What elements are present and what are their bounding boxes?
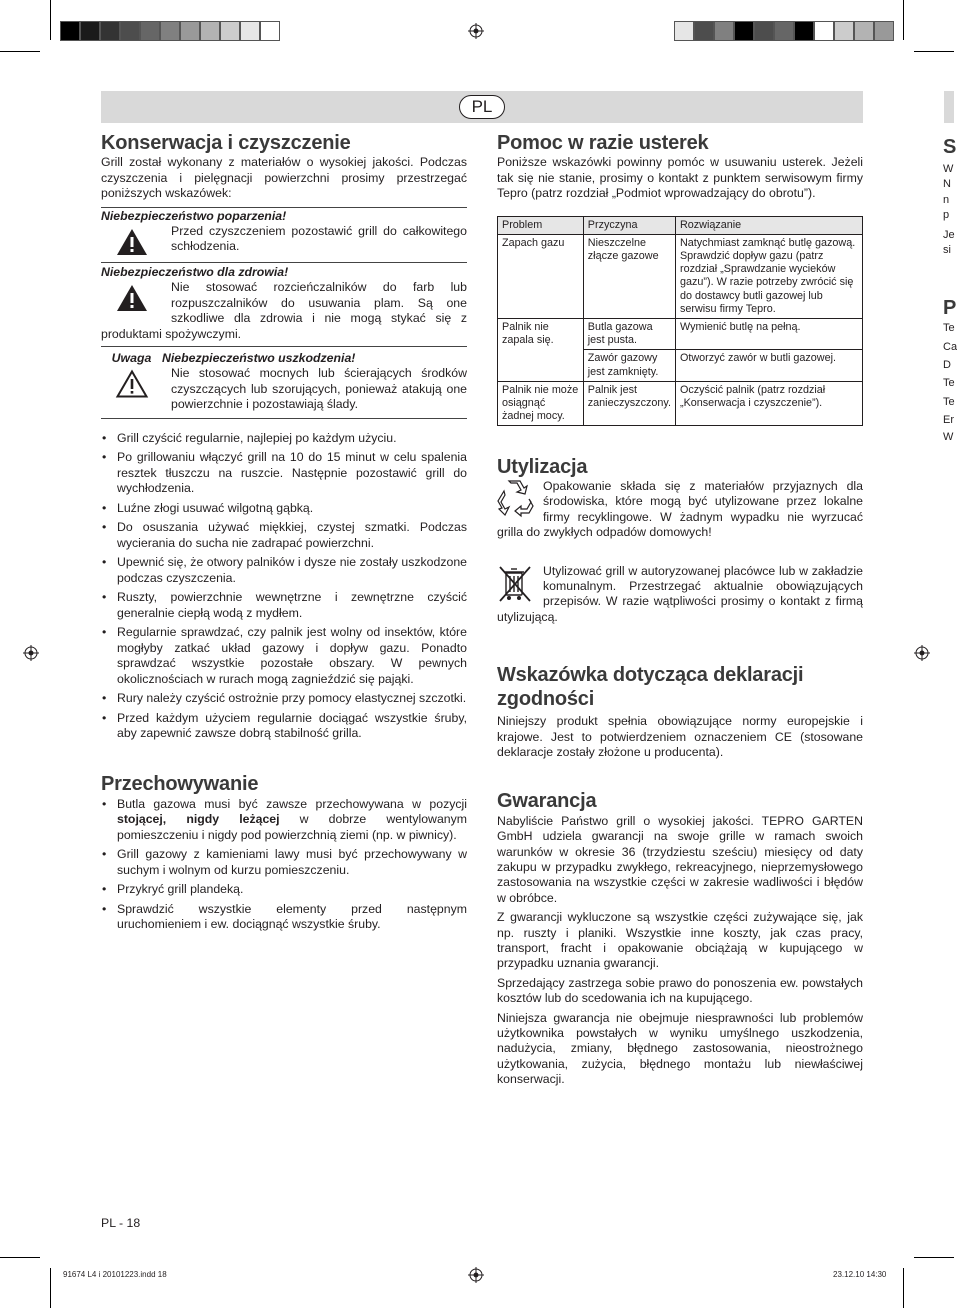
disposal-appliance: [497, 564, 863, 626]
crop-mark: [903, 1268, 904, 1308]
registration-swatch: [674, 21, 694, 41]
table-cell: Palnik nie zapala się.: [498, 319, 584, 382]
warranty-paragraph: Nabyliście Państwo grill o wysokiej jakości. TEPRO GARTEN GmbH udziela gwarancji na swoje grille w ramach swoich warunków w okresie 36 (trzydziestu sześciu) miesięcy od daty zakupu w przypadku zwykłego, rekreacyjnego, nieprzemysłowego zastosowania na wszystkie części w zakresie wadliwości i błędów w obróbce.: [497, 813, 863, 905]
registration-swatch: [160, 21, 180, 41]
divider: [101, 418, 467, 419]
table-cell: Natychmiast zamknąć butlę gazową. Sprawdzić dopływ gazu (patrz rozdział „Sprawdzanie wycieków gazu”). W razie potrzeby zwrócić się do dostawcy butli gazowej lub serwisu firmy Tepro.: [675, 234, 862, 318]
section-title-disposal: Utylizacja: [497, 456, 588, 479]
table-cell: Nieszczelne złącze gazowe: [583, 234, 675, 318]
registration-target-icon: [468, 1267, 484, 1283]
table-cell: Oczyścić palnik (patrz rozdział „Konserwacja i czyszczenie”).: [675, 381, 862, 426]
registration-swatch: [834, 21, 854, 41]
registration-swatch: [80, 21, 100, 41]
registration-target-icon: [914, 645, 930, 661]
crop-mark: [50, 1268, 51, 1308]
maintenance-list: [101, 431, 467, 742]
registration-swatch: [754, 21, 774, 41]
table-cell: Palnik nie może osiągnąć żadnej mocy.: [498, 381, 584, 426]
registration-swatch: [240, 21, 260, 41]
list-item: • Ruszty, powierzchnie wewnętrzne i zewnętrzne czyścić generalnie ciepłą wodą z mydłem.: [101, 590, 467, 621]
warning-text: Przed czyszczeniem pozostawić grill do całkowitego schłodzenia.: [171, 224, 467, 254]
edge-text: W: [943, 431, 954, 443]
caution-triangle-icon: [115, 369, 149, 399]
header-band-next-page: [944, 91, 954, 123]
edge-text: si: [943, 244, 951, 256]
registration-swatch: [874, 21, 894, 41]
slug-filename: 91674 L4 i 20101223.indd 18: [63, 1270, 167, 1279]
section-title-storage: Przechowywanie: [101, 772, 259, 795]
language-badge: PL: [459, 95, 505, 119]
registration-target-icon: [468, 23, 484, 39]
recycling-icon: [497, 479, 537, 517]
warning-burn: [101, 208, 467, 262]
crop-mark: [50, 0, 51, 40]
registration-swatch: [260, 21, 280, 41]
section-title-declaration: Wskazówka dotycząca deklaracji zgodności: [497, 664, 804, 711]
registration-swatch: [714, 21, 734, 41]
maintenance-intro: Grill został wykonany z materiałów o wysokiej jakości. Podczas czyszczenia i pielęgnacji powierzchni prosimy przestrzegać poniższych wskazówek:: [101, 155, 467, 201]
table-header: Rozwiązanie: [675, 216, 862, 234]
edge-text: Te: [943, 322, 955, 334]
warning-text: Nie stosować mocnych lub ścierających środków czyszczących lub szorujących, ponieważ atakują one powierzchnie i pozostawiają ślady.: [171, 366, 467, 412]
troubleshooting-table: [497, 216, 863, 427]
list-item: • Przed każdym użyciem regularnie dociągać wszystkie śruby, aby zapewnić zawsze dobrą stabilność grilla.: [101, 711, 467, 742]
table-header: Przyczyna: [583, 216, 675, 234]
warning-triangle-icon: [115, 283, 149, 313]
warranty-paragraph: Z gwarancji wykluczone są wszystkie części zużywające się, jak np. ruszty i planiki. Wszystkie inne koszty, jak czas pracy, transport, fracht i opakowanie obciążają w kupującego w przypadku uznania gwarancji.: [497, 910, 863, 971]
disposal-packaging: [497, 479, 863, 541]
edge-text: W: [943, 163, 954, 175]
registration-target-icon: [23, 645, 39, 661]
registration-swatch: [734, 21, 754, 41]
registration-swatch: [694, 21, 714, 41]
warning-triangle-icon: [115, 227, 149, 257]
warning-title: Niebezpieczeństwo dla zdrowia!: [101, 265, 289, 280]
table-cell: Palnik jest zanieczyszczony.: [583, 381, 675, 426]
list-item: • Grill czyścić regularnie, najlepiej po każdym użyciu.: [101, 431, 467, 446]
registration-bar-right: [674, 21, 894, 41]
crossed-bin-icon: [497, 564, 533, 604]
table-cell: Butla gazowa jest pusta.: [583, 319, 675, 350]
warning-health: [101, 263, 467, 346]
edge-text: S: [943, 136, 957, 158]
registration-swatch: [774, 21, 794, 41]
registration-swatch: [220, 21, 240, 41]
table-cell: Zawór gazowy jest zamknięty.: [583, 350, 675, 381]
list-item: • Przykryć grill plandeką.: [101, 882, 467, 897]
warning-text: Nie stosować rozcieńczalników do farb lub rozpuszczalników do usuwania plam. Są one szkodliwe dla zdrowia i nie mogą stykać się z produktami spożywczymi.: [101, 280, 467, 341]
list-item: • Rury należy czyścić ostrożnie przy pomocy elastycznej szczotki.: [101, 691, 467, 706]
registration-swatch: [794, 21, 814, 41]
crop-mark: [914, 1257, 954, 1258]
edge-text: Te: [943, 377, 955, 389]
warning-title: Niebezpieczeństwo poparzenia!: [101, 208, 287, 223]
storage-list: [101, 797, 467, 933]
warranty-paragraph: Niniejsza gwarancja nie obejmuje niesprawności lub problemów użytkownika powstałych w wyniku umyślnego uszkodzenia, nadużycia, zmiany, błędnego zastosowania, nieostrożnego użytkowania, zużycia, błędnego montażu lub niewłaściwej konserwacji.: [497, 1010, 863, 1087]
page-number: PL - 18: [101, 1216, 141, 1230]
edge-text: n: [943, 194, 950, 206]
section-title-warranty: Gwarancja: [497, 790, 597, 813]
registration-swatch: [180, 21, 200, 41]
warranty-paragraph: Sprzedający zastrzega sobie prawo do ponoszenia ew. powstałych kosztów lub do scedowania ich na kupującego.: [497, 975, 863, 1006]
table-cell: Zapach gazu: [498, 234, 584, 318]
right-column: [497, 132, 863, 1088]
table-header: Problem: [498, 216, 584, 234]
warning-damage: [101, 347, 467, 418]
list-item: • Sprawdzić wszystkie elementy przed następnym uruchomieniem i ew. dociągnąć wszystkie śruby.: [101, 902, 467, 933]
table-row: [498, 234, 863, 318]
warning-title: Niebezpieczeństwo uszkodzenia!: [162, 351, 356, 366]
list-item: • Po grillowaniu włączyć grill na 10 do 15 minut w celu spalenia resztek tłuszczu na ruszcie. Następnie pozostawić grill do wychłodzenia.: [101, 450, 467, 496]
edge-text: Er: [943, 414, 954, 426]
edge-text: D: [943, 359, 951, 371]
registration-swatch: [60, 21, 80, 41]
edge-text: p: [943, 209, 950, 221]
list-item: • Do osuszania używać miękkiej, czystej szmatki. Podczas wycierania do sucha nie zadrapać powierzchni.: [101, 520, 467, 551]
list-item: • Luźne złogi usuwać wilgotną gąbką.: [101, 501, 467, 516]
registration-swatch: [200, 21, 220, 41]
left-column: [101, 132, 468, 937]
declaration-text: Niniejszy produkt spełnia obowiązujące normy europejskie i krajowe. Jest to potwierdzeniem oznaczeniem CE (stosowane deklaracje zostały złożone u producenta).: [497, 714, 863, 759]
slug-date: 23.12.10 14:30: [833, 1270, 887, 1279]
disposal-text: Opakowanie składa się z materiałów przyjaznych dla środowiska, które mogą być utylizowane przez lokalne firmy recyklingowe. W żadnym wypadku nie wyrzucać grilla do zwykłych odpadów domowych!: [497, 478, 863, 540]
crop-mark: [0, 51, 40, 52]
edge-text: P: [943, 297, 957, 319]
registration-bar-left: [60, 21, 280, 41]
edge-text: Te: [943, 396, 955, 408]
section-title-troubleshooting: Pomoc w razie usterek: [497, 132, 709, 154]
warning-label: Uwaga: [111, 351, 152, 366]
table-row: [498, 381, 863, 426]
registration-swatch: [120, 21, 140, 41]
crop-mark: [903, 0, 904, 40]
disposal-text: Utylizować grill w autoryzowanej placówce lub w zakładzie komunalnym. Przestrzegać aktualnie obowiązujących przepisów. W razie wątpliwości prosimy o kontakt z firmą utylizującą.: [497, 563, 863, 624]
table-cell: Wymienić butlę na pełną.: [675, 319, 862, 350]
list-item: • Butla gazowa musi być zawsze przechowywana w pozycji stojącej, nigdy leżącej w dobrze wentylowanym pomieszczeniu i nigdy pod powierzchnią ziemi (np. w piwnicy).: [101, 797, 467, 843]
crop-mark: [0, 1257, 40, 1258]
section-title-maintenance: Konserwacja i czyszczenie: [101, 132, 351, 154]
list-item: • Regularnie sprawdzać, czy palnik jest wolny od insektów, które mogłyby zatkać układ gazowy i dopływ gazu. Ponadto sprawdzać wszystkie pozostałe obszary. W pewnych okolicznościach w rurach mogą zagnieździć się pająki.: [101, 625, 467, 687]
edge-text: Je: [943, 229, 955, 241]
registration-swatch: [814, 21, 834, 41]
list-item: • Upewnić się, że otwory palników i dysze nie zostały uszkodzone podczas czyszczenia.: [101, 555, 467, 586]
edge-text: N: [943, 178, 951, 190]
edge-text: Ca: [943, 341, 957, 353]
warning-title-row: [101, 351, 467, 366]
registration-swatch: [854, 21, 874, 41]
table-header-row: [498, 216, 863, 234]
table-row: [498, 319, 863, 350]
registration-swatch: [100, 21, 120, 41]
list-item: • Grill gazowy z kamieniami lawy musi być przechowywany w suchym i wolnym od kurzu pomieszczeniu.: [101, 847, 467, 878]
table-cell: Otworzyć zawór w butli gazowej.: [675, 350, 862, 381]
troubleshooting-intro: Poniższe wskazówki powinny pomóc w usuwaniu usterek. Jeżeli tak się nie stanie, prosimy o kontakt z punktem serwisowym firmy Tepro (patrz rozdział „Podmiot wprowadzający do obrotu”).: [497, 155, 863, 201]
registration-swatch: [140, 21, 160, 41]
crop-mark: [914, 51, 954, 52]
